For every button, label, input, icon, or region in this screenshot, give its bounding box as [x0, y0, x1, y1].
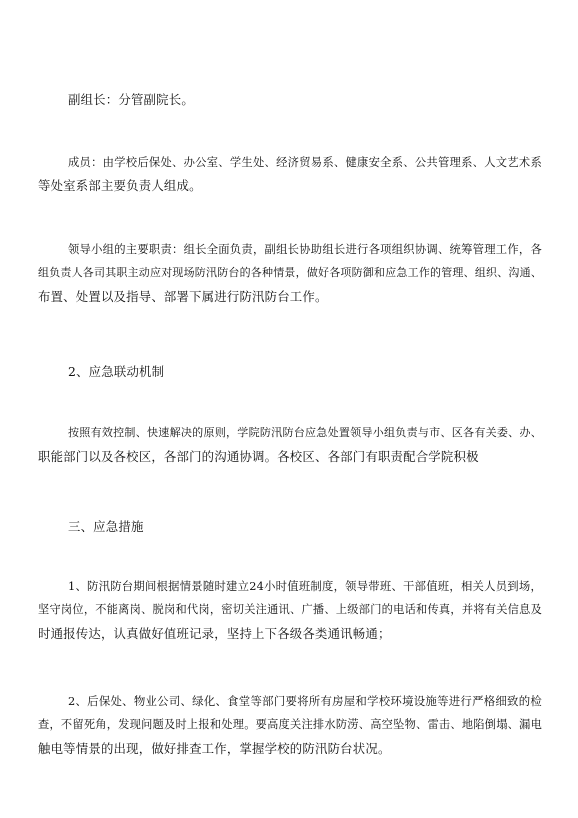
text-line: 三、应急措施 [68, 519, 144, 534]
text-line: 职能部门以及各校区，各部门的沟通协调。各校区、各部门有职责配合学院积极 [38, 449, 479, 464]
text-line: 布置、处置以及指导、部署下属进行防汛防台工作。 [38, 289, 328, 304]
text-line: 领导小组的主要职责：组长全面负责，副组长协助组长进行各项组织协调、统筹管理工作，各 [68, 242, 542, 256]
paragraph-members [38, 150, 542, 198]
paragraph-measure-2 [38, 689, 542, 761]
text-line: 等处室系部主要负责人组成。 [38, 178, 202, 193]
text-line: 坚守岗位，不能离岗、脱岗和代岗，密切关注通讯、广播、上级部门的电话和传真，并将有关信息及 [38, 603, 542, 616]
text-line: 查，不留死角，发现问题及时上报和处理。要高度关注排水防涝、高空坠物、雷击、地陷倒塌、漏电 [38, 718, 542, 731]
text-line: 2、应急联动机制 [68, 364, 165, 379]
text-line: 时通报传达，认真做好值班记录，坚持上下各级各类通讯畅通； [38, 626, 391, 641]
section-heading-linkage [38, 360, 542, 384]
text-line: 触电等情景的出现，做好排查工作，掌握学校的防汛防台状况。 [38, 741, 391, 756]
text-line: 1、防汛防台期间根据情景随时建立24小时值班制度，领导带班、干部值班，相关人员到场， [68, 579, 542, 593]
text-line: 成员：由学校后保处、办公室、学生处、经济贸易系、健康安全系、公共管理系、人文艺术系 [68, 155, 542, 169]
paragraph-linkage [38, 421, 542, 469]
paragraph-deputy-leader [38, 88, 542, 112]
paragraph-duties [38, 237, 542, 309]
section-heading-measures [38, 515, 542, 539]
text-line: 组负责人各司其职主动应对现场防汛防台的各种情景，做好各项防御和应急工作的管理、组织、沟通、 [38, 266, 542, 279]
text-line: 2、后保处、物业公司、绿化、食堂等部门要将所有房屋和学校环境设施等进行严格细致的检 [68, 694, 542, 708]
paragraph-measure-1 [38, 574, 542, 646]
text-line: 副组长：分管副院长。 [68, 92, 194, 107]
text-line: 按照有效控制、快速解决的原则，学院防汛防台应急处置领导小组负责与市、区各有关委、办、 [68, 426, 542, 439]
